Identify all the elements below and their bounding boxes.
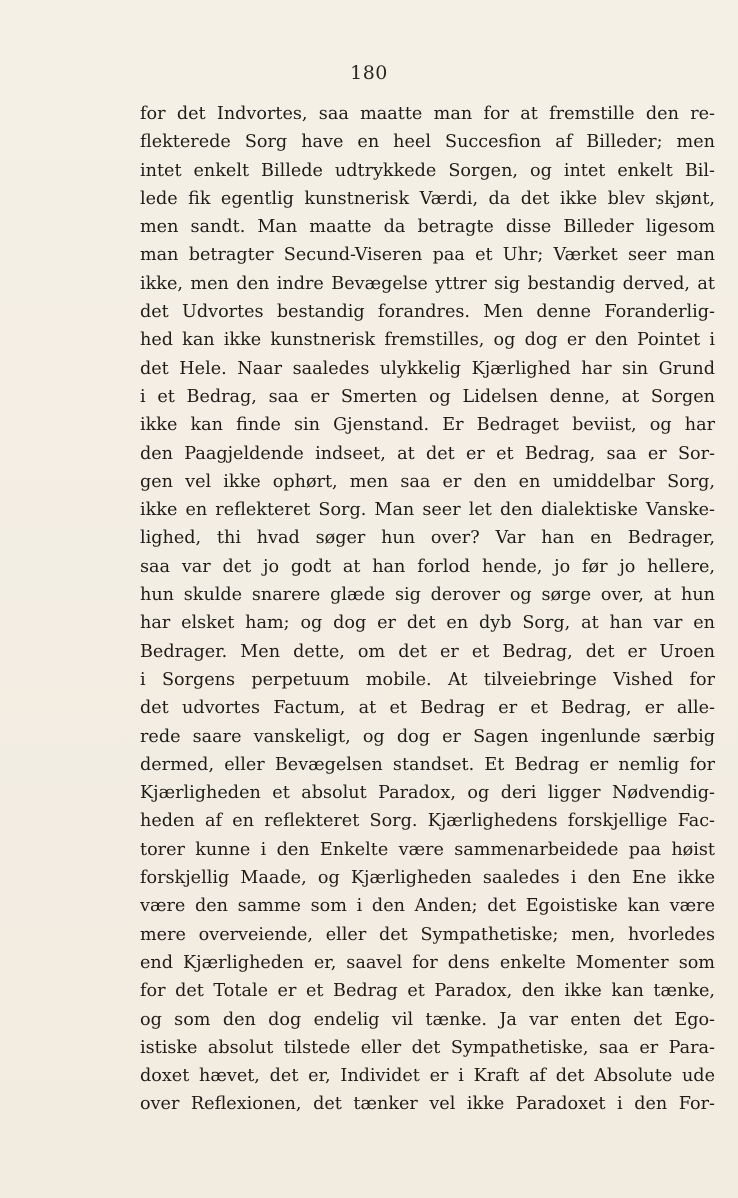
text-line: intet enkelt Billede udtrykkede Sorgen, og intet enkelt Bil- [140, 160, 715, 181]
text-line: ikke kan finde sin Gjenstand. Er Bedraget beviist, og har [140, 415, 715, 436]
text-line: forskjellig Maade, og Kjærligheden saaledes i den Ene ikke [140, 868, 715, 889]
text-line: den Paagjeldende indseet, at det er et Bedrag, saa er Sor- [140, 443, 715, 464]
text-line: for det Indvortes, saa maatte man for at fremstille den re- [140, 104, 715, 124]
text-line: i et Bedrag, saa er Smerten og Lidelsen denne, at Sorgen [140, 386, 715, 407]
text-line: dermed, eller Bevægelsen standset. Et Bedrag er nemlig for [140, 754, 715, 775]
text-line: gen vel ikke ophørt, men saa er den en umiddelbar Sorg, [140, 471, 715, 492]
text-line: heden af en reflekteret Sorg. Kjærlighedens forskjellige Fac- [140, 811, 715, 832]
text-line: lighed, thi hvad søger hun over? Var han en Bedrager, [140, 528, 715, 549]
text-line: rede saare vanskeligt, og dog er Sagen ingenlunde særbig [140, 726, 715, 747]
text-line: end Kjærligheden er, saavel for dens enkelte Momenter som [140, 952, 715, 973]
text-line: men sandt. Man maatte da betragte disse Billeder ligesom [140, 217, 715, 238]
text-line: det Udvortes bestandig forandres. Men denne Foranderlig- [140, 302, 715, 323]
text-line: i Sorgens perpetuum mobile. At tilveiebringe Vished for [140, 669, 715, 690]
text-line: doxet hævet, det er, Individet er i Kraft af det Absolute ude [140, 1066, 715, 1087]
text-line: være den samme som i den Anden; det Egoistiske kan være [140, 896, 715, 917]
text-line: lede fik egentlig kunstnerisk Værdi, da det ikke blev skjønt, [140, 188, 715, 209]
text-line: har elsket ham; og dog er det en dyb Sorg, at han var en [140, 613, 715, 634]
text-line: og som den dog endelig vil tænke. Ja var enten det Ego- [140, 1009, 715, 1030]
text-line: ikke, men den indre Bevægelse yttrer sig bestandig derved, at [140, 273, 715, 294]
text-line: istiske absolut tilstede eller det Sympathetiske, saa er Para- [140, 1037, 715, 1058]
text-line: hed kan ikke kunstnerisk fremstilles, og dog er den Pointet i [140, 330, 715, 351]
text-line: hun skulde snarere glæde sig derover og sørge over, at hun [140, 585, 715, 606]
text-line: man betragter Secund-Viseren paa et Uhr; Værket seer man [140, 245, 715, 266]
text-line: det udvortes Factum, at et Bedrag er et Bedrag, er alle- [140, 698, 715, 719]
text-line: saa var det jo godt at han forlod hende, jo før jo hellere, [140, 556, 715, 577]
text-line: over Reflexionen, det tænker vel ikke Paradoxet i den For- [140, 1094, 715, 1115]
text-line: for det Totale er et Bedrag et Paradox, den ikke kan tænke, [140, 981, 715, 1002]
text-line: flekterede Sorg have en heel Succesfion af Billeder; men [140, 132, 715, 153]
text-line: Kjærligheden et absolut Paradox, og deri ligger Nødvendig- [140, 783, 715, 804]
page-number: 180 [350, 62, 388, 84]
text-line: det Hele. Naar saaledes ulykkelig Kjærlighed har sin Grund [140, 358, 715, 379]
text-line: ikke en reflekteret Sorg. Man seer let den dialektiske Vanske- [140, 500, 715, 521]
text-line: Bedrager. Men dette, om det er et Bedrag, det er Uroen [140, 641, 715, 662]
body-text [140, 100, 715, 1119]
text-line: mere overveiende, eller det Sympathetiske; men, hvorledes [140, 924, 715, 945]
text-line: torer kunne i den Enkelte være sammenarbeidede paa høist [140, 839, 715, 860]
